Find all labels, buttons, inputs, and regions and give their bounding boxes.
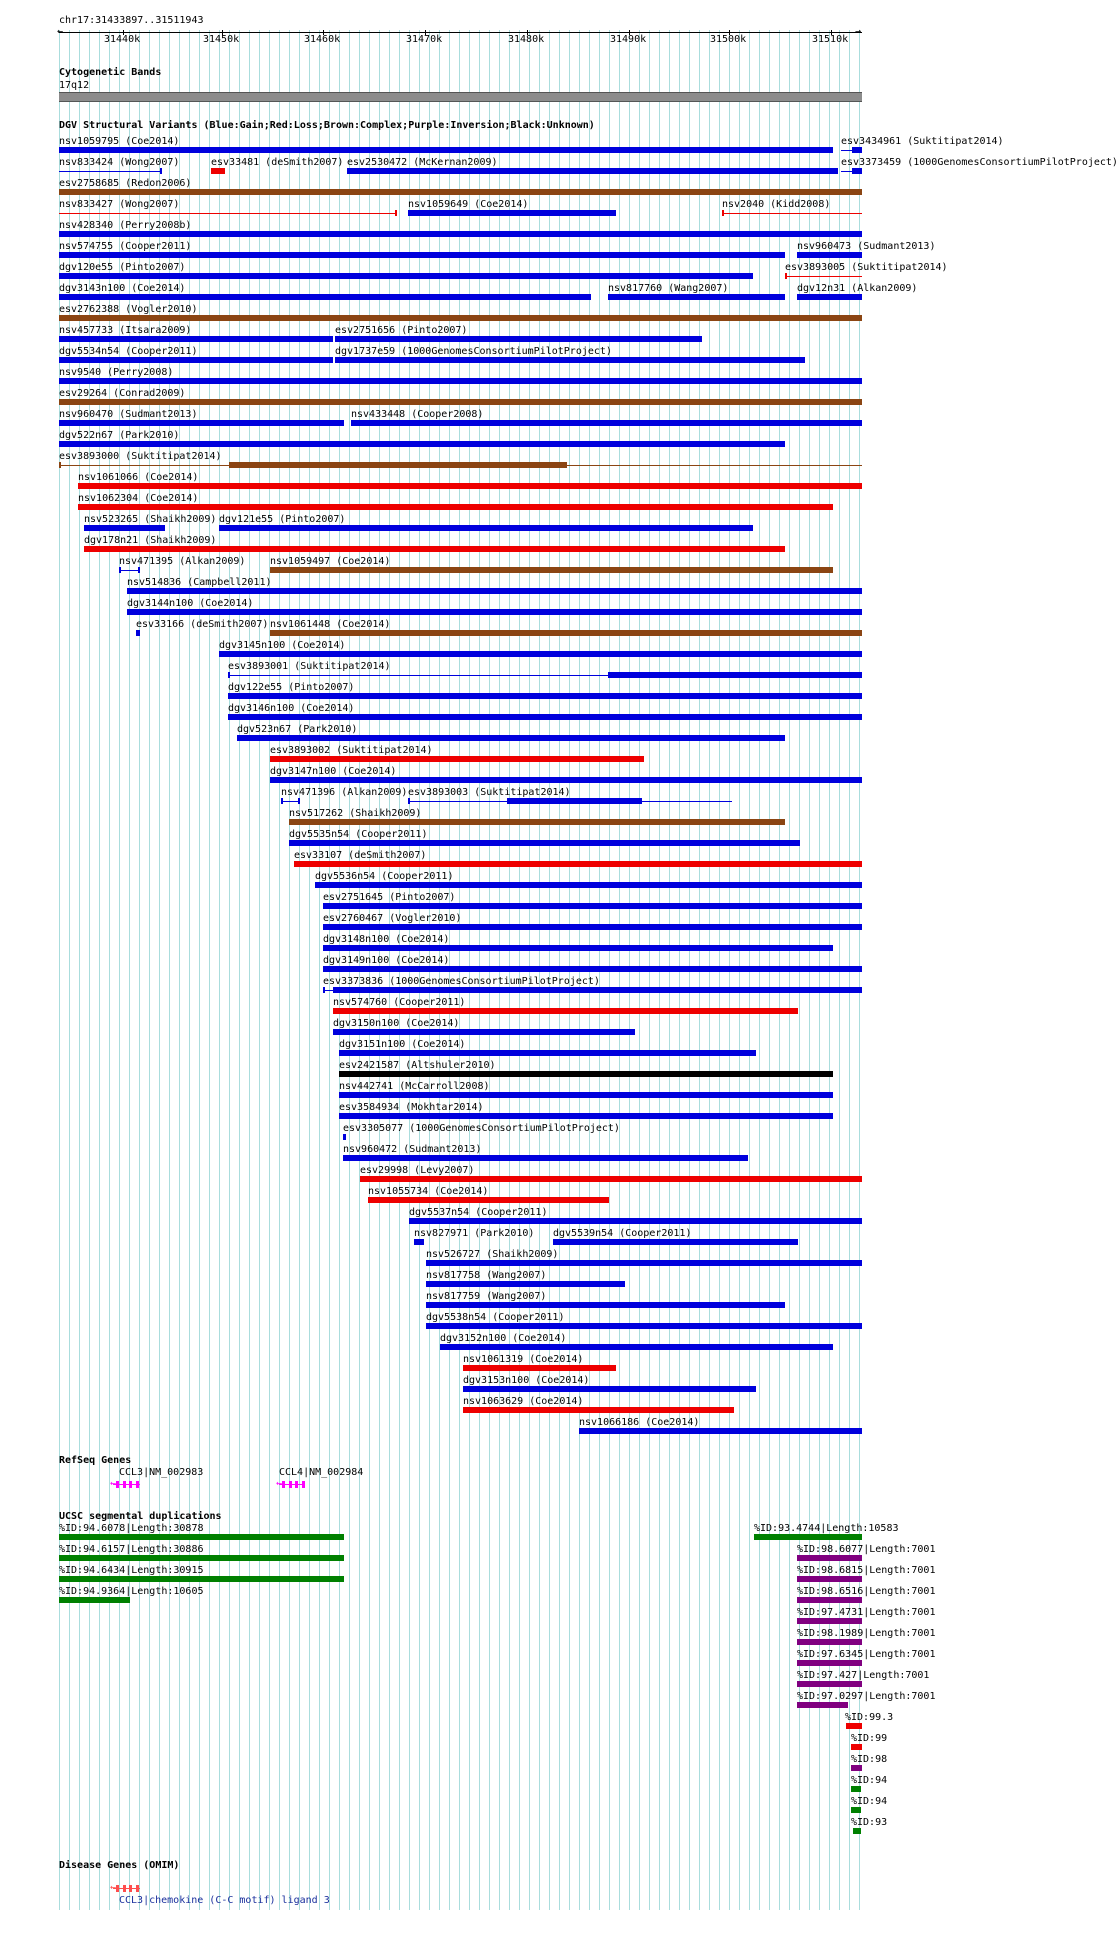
omim-strand-arrow: ← (110, 1882, 117, 1893)
segdup-label[interactable]: %ID:99.3 (845, 1712, 894, 1723)
variant-line[interactable] (119, 570, 140, 571)
refseq-gene-label[interactable]: CCL3|NM_002983 (119, 1467, 204, 1478)
segdup-bar[interactable] (846, 1723, 862, 1729)
segdup-label[interactable]: %ID:98 (851, 1754, 888, 1765)
variant-bar[interactable] (426, 1323, 862, 1329)
ruler-tick-label: 31450k (203, 34, 240, 45)
variant-label[interactable]: esv2762388 (Vogler2010) (59, 304, 198, 315)
segdup-bar[interactable] (59, 1576, 344, 1582)
variant-label[interactable]: dgv3146n100 (Coe2014) (228, 703, 355, 714)
variant-bar[interactable] (59, 315, 862, 321)
variant-label[interactable]: nsv1063629 (Coe2014) (463, 1396, 584, 1407)
ruler-tick-label: 31510k (812, 34, 849, 45)
refseq-exon[interactable] (295, 1481, 298, 1488)
variant-label[interactable]: dgv5537n54 (Cooper2011) (409, 1207, 548, 1218)
variant-label[interactable]: nsv457733 (Itsara2009) (59, 325, 192, 336)
variant-label[interactable]: nsv1062304 (Coe2014) (78, 493, 199, 504)
variant-bar[interactable] (343, 1155, 748, 1161)
variant-bar[interactable] (59, 252, 785, 258)
segdup-bar[interactable] (797, 1660, 862, 1666)
segdup-bar[interactable] (797, 1597, 862, 1603)
variant-bar[interactable] (507, 798, 642, 804)
variant-bar[interactable] (59, 147, 833, 153)
variant-bar[interactable] (360, 1176, 862, 1182)
segdup-bar[interactable] (797, 1576, 862, 1582)
variant-bar[interactable] (333, 1029, 635, 1035)
variant-label[interactable]: nsv960473 (Sudmant2013) (797, 241, 936, 252)
variant-bar[interactable] (270, 756, 644, 762)
variant-bar[interactable] (852, 168, 862, 174)
variant-label[interactable]: esv3584934 (Mokhtar2014) (339, 1102, 484, 1113)
ruler-axis (59, 32, 862, 33)
variant-cap[interactable] (298, 798, 300, 804)
variant-label[interactable]: dgv5536n54 (Cooper2011) (315, 871, 454, 882)
segdup-label[interactable]: %ID:94 (851, 1796, 888, 1807)
variant-label[interactable]: nsv1061066 (Coe2014) (78, 472, 199, 483)
variant-line[interactable] (722, 213, 862, 214)
refseq-exon[interactable] (136, 1481, 139, 1488)
variant-label[interactable]: esv2421587 (Altshuler2010) (339, 1060, 496, 1071)
refseq-gene-label[interactable]: CCL4|NM_002984 (279, 1467, 364, 1478)
segdup-label[interactable]: %ID:98.6077|Length:7001 (797, 1544, 936, 1555)
variant-label[interactable]: nsv1061448 (Coe2014) (270, 619, 391, 630)
variant-label[interactable]: esv2760467 (Vogler2010) (323, 913, 462, 924)
variant-bar[interactable] (136, 630, 140, 636)
variant-bar[interactable] (608, 294, 785, 300)
variant-label[interactable]: esv29998 (Levy2007) (360, 1165, 475, 1176)
variant-label[interactable]: nsv960470 (Sudmant2013) (59, 409, 198, 420)
segdup-bar[interactable] (797, 1639, 862, 1645)
variant-bar[interactable] (229, 462, 567, 468)
variant-label[interactable]: nsv514836 (Campbell2011) (127, 577, 272, 588)
segdup-bar[interactable] (851, 1765, 862, 1771)
variant-bar[interactable] (426, 1281, 625, 1287)
segdup-label[interactable]: %ID:98.1989|Length:7001 (797, 1628, 936, 1639)
segdup-bar[interactable] (797, 1702, 848, 1708)
variant-label[interactable]: nsv1061319 (Coe2014) (463, 1354, 584, 1365)
variant-label[interactable]: esv3893002 (Suktitipat2014) (270, 745, 433, 756)
segdup-label[interactable]: %ID:94.6157|Length:30886 (59, 1544, 204, 1555)
variant-label[interactable]: nsv433448 (Cooper2008) (351, 409, 484, 420)
variant-cap[interactable] (228, 672, 230, 678)
segdup-label[interactable]: %ID:97.427|Length:7001 (797, 1670, 930, 1681)
variant-bar[interactable] (127, 609, 862, 615)
variant-label[interactable]: dgv3145n100 (Coe2014) (219, 640, 346, 651)
variant-label[interactable]: esv3373836 (1000GenomesConsortiumPilotProject) (323, 976, 600, 987)
variant-bar[interactable] (219, 525, 753, 531)
ruler-tick-label: 31490k (610, 34, 647, 45)
segdup-bar[interactable] (797, 1555, 862, 1561)
variant-label[interactable]: dgv5535n54 (Cooper2011) (289, 829, 428, 840)
omim-exon[interactable] (116, 1885, 119, 1892)
variant-bar[interactable] (59, 336, 333, 342)
segdup-bar[interactable] (851, 1807, 861, 1813)
variant-label[interactable]: dgv3152n100 (Coe2014) (440, 1333, 567, 1344)
variant-bar[interactable] (323, 966, 862, 972)
segdup-label[interactable]: %ID:97.0297|Length:7001 (797, 1691, 936, 1702)
segdup-bar[interactable] (754, 1534, 862, 1540)
omim-exon[interactable] (123, 1885, 126, 1892)
variant-bar[interactable] (335, 357, 805, 363)
variant-bar[interactable] (463, 1407, 734, 1413)
variant-bar[interactable] (797, 294, 862, 300)
variant-bar[interactable] (289, 840, 800, 846)
variant-bar[interactable] (59, 399, 862, 405)
variant-bar[interactable] (323, 945, 833, 951)
variant-line[interactable] (785, 276, 862, 277)
variant-bar[interactable] (409, 1218, 862, 1224)
variant-label[interactable]: nsv833424 (Wong2007) (59, 157, 180, 168)
variant-bar[interactable] (59, 441, 785, 447)
segdup-label[interactable]: %ID:99 (851, 1733, 888, 1744)
variant-bar[interactable] (335, 336, 702, 342)
segdup-label[interactable]: %ID:98.6516|Length:7001 (797, 1586, 936, 1597)
variant-label[interactable]: nsv574755 (Cooper2011) (59, 241, 192, 252)
variant-label[interactable]: nsv1055734 (Coe2014) (368, 1186, 489, 1197)
variant-label[interactable]: esv33107 (deSmith2007) (294, 850, 427, 861)
variant-bar[interactable] (84, 546, 785, 552)
ruler-tick-label: 31500k (710, 34, 747, 45)
variant-label[interactable]: esv3373459 (1000GenomesConsortiumPilotProject) (841, 157, 1118, 168)
variant-label[interactable]: nsv2040 (Kidd2008) (722, 199, 831, 210)
variant-cap[interactable] (59, 462, 61, 468)
refseq-strand-arrow: ← (110, 1478, 117, 1489)
variant-bar[interactable] (368, 1197, 609, 1203)
variant-label[interactable]: esv3893001 (Suktitipat2014) (228, 661, 391, 672)
segdup-label[interactable]: %ID:97.4731|Length:7001 (797, 1607, 936, 1618)
variant-bar[interactable] (339, 1092, 833, 1098)
variant-bar[interactable] (228, 693, 862, 699)
variant-bar[interactable] (59, 420, 344, 426)
segdup-bar[interactable] (851, 1786, 861, 1792)
variant-label[interactable]: esv2751656 (Pinto2007) (335, 325, 468, 336)
variant-bar[interactable] (315, 882, 862, 888)
variant-label[interactable]: nsv817760 (Wang2007) (608, 283, 729, 294)
variant-label[interactable]: esv33166 (deSmith2007) (136, 619, 269, 630)
variant-bar[interactable] (78, 504, 833, 510)
variant-bar[interactable] (852, 147, 862, 153)
variant-bar[interactable] (59, 231, 862, 237)
variant-label[interactable]: nsv960472 (Sudmant2013) (343, 1144, 482, 1155)
variant-label[interactable]: esv33481 (deSmith2007) (211, 157, 344, 168)
variant-label[interactable]: nsv1059649 (Coe2014) (408, 199, 529, 210)
variant-bar[interactable] (84, 525, 165, 531)
variant-label[interactable]: nsv471396 (Alkan2009) (281, 787, 408, 798)
dgv-track-title: DGV Structural Variants (Blue:Gain;Red:Loss;Brown:Complex;Purple:Inversion;Black:Unknown) (59, 120, 595, 131)
variant-bar[interactable] (219, 651, 862, 657)
variant-bar[interactable] (211, 168, 225, 174)
refseq-strand-arrow: ← (276, 1478, 283, 1489)
variant-bar[interactable] (426, 1302, 785, 1308)
variant-bar[interactable] (59, 294, 591, 300)
variant-bar[interactable] (59, 357, 333, 363)
variant-bar[interactable] (339, 1113, 833, 1119)
refseq-exon[interactable] (129, 1481, 132, 1488)
variant-label[interactable]: nsv523265 (Shaikh2009) (84, 514, 217, 525)
variant-label[interactable]: nsv428340 (Perry2008b) (59, 220, 192, 231)
variant-label[interactable]: dgv3147n100 (Coe2014) (270, 766, 397, 777)
variant-bar[interactable] (343, 1134, 346, 1140)
variant-label[interactable]: nsv9540 (Perry2008) (59, 367, 174, 378)
variant-bar[interactable] (426, 1260, 862, 1266)
variant-bar[interactable] (237, 735, 785, 741)
variant-bar[interactable] (323, 924, 862, 930)
variant-bar[interactable] (333, 987, 862, 993)
variant-label[interactable]: dgv3148n100 (Coe2014) (323, 934, 450, 945)
variant-bar[interactable] (608, 672, 862, 678)
segdup-track-title: UCSC segmental duplications (59, 1511, 222, 1522)
segdup-label[interactable]: %ID:94.6078|Length:30878 (59, 1523, 204, 1534)
variant-label[interactable]: dgv120e55 (Pinto2007) (59, 262, 186, 273)
variant-label[interactable]: nsv817758 (Wang2007) (426, 1270, 547, 1281)
variant-cap[interactable] (281, 798, 283, 804)
variant-label[interactable]: nsv471395 (Alkan2009) (119, 556, 246, 567)
variant-label[interactable]: esv29264 (Conrad2009) (59, 388, 186, 399)
variant-cap[interactable] (138, 567, 140, 573)
refseq-exon[interactable] (289, 1481, 292, 1488)
variant-bar[interactable] (339, 1071, 833, 1077)
ruler-tick-label: 31470k (406, 34, 443, 45)
segdup-bar[interactable] (59, 1534, 344, 1540)
variant-label[interactable]: dgv178n21 (Shaikh2009) (84, 535, 217, 546)
variant-bar[interactable] (270, 777, 862, 783)
variant-label[interactable]: dgv523n67 (Park2010) (237, 724, 358, 735)
variant-label[interactable]: esv3434961 (Suktitipat2014) (841, 136, 1004, 147)
variant-bar[interactable] (228, 714, 862, 720)
variant-label[interactable]: dgv3153n100 (Coe2014) (463, 1375, 590, 1386)
segdup-label[interactable]: %ID:94.6434|Length:30915 (59, 1565, 204, 1576)
variant-label[interactable]: nsv442741 (McCarroll2008) (339, 1081, 490, 1092)
variant-cap[interactable] (408, 798, 410, 804)
variant-bar[interactable] (414, 1239, 424, 1245)
variant-label[interactable]: dgv3144n100 (Coe2014) (127, 598, 254, 609)
variant-cap[interactable] (395, 210, 397, 216)
variant-bar[interactable] (333, 1008, 798, 1014)
variant-label[interactable]: dgv122e55 (Pinto2007) (228, 682, 355, 693)
segdup-label[interactable]: %ID:93.4744|Length:10583 (754, 1523, 899, 1534)
variant-label[interactable]: esv3305077 (1000GenomesConsortiumPilotProject) (343, 1123, 620, 1134)
variant-label[interactable]: nsv517262 (Shaikh2009) (289, 808, 422, 819)
variant-label[interactable]: dgv3149n100 (Coe2014) (323, 955, 450, 966)
variant-line[interactable] (59, 213, 397, 214)
variant-bar[interactable] (270, 630, 862, 636)
segdup-bar[interactable] (59, 1555, 344, 1561)
refseq-exon[interactable] (302, 1481, 305, 1488)
variant-bar[interactable] (78, 483, 862, 489)
segdup-bar[interactable] (59, 1597, 130, 1603)
variant-label[interactable]: dgv5534n54 (Cooper2011) (59, 346, 198, 357)
variant-bar[interactable] (59, 189, 862, 195)
variant-label[interactable]: dgv12n31 (Alkan2009) (797, 283, 918, 294)
cytoband-bar[interactable] (59, 92, 862, 102)
variant-label[interactable]: esv2758685 (Redon2006) (59, 178, 192, 189)
variant-label[interactable]: esv3893005 (Suktitipat2014) (785, 262, 948, 273)
variant-cap[interactable] (785, 273, 787, 279)
variant-label[interactable]: nsv833427 (Wong2007) (59, 199, 180, 210)
segdup-bar[interactable] (853, 1828, 861, 1834)
variant-bar[interactable] (463, 1365, 616, 1371)
refseq-track-title: RefSeq Genes (59, 1455, 132, 1466)
variant-label[interactable]: nsv1059497 (Coe2014) (270, 556, 391, 567)
position-label: chr17:31433897..31511943 (59, 15, 204, 26)
variant-cap[interactable] (119, 567, 121, 573)
variant-label[interactable]: esv3893000 (Suktitipat2014) (59, 451, 222, 462)
segdup-bar[interactable] (851, 1744, 862, 1750)
variant-bar[interactable] (289, 819, 785, 825)
variant-label[interactable]: nsv1059795 (Coe2014) (59, 136, 180, 147)
segdup-label[interactable]: %ID:94.9364|Length:10605 (59, 1586, 204, 1597)
variant-bar[interactable] (339, 1050, 756, 1056)
segdup-label[interactable]: %ID:98.6815|Length:7001 (797, 1565, 936, 1576)
variant-bar[interactable] (440, 1344, 833, 1350)
variant-bar[interactable] (797, 252, 862, 258)
ruler-arrow-left: ← (57, 26, 64, 37)
variant-label[interactable]: dgv3150n100 (Coe2014) (333, 1018, 460, 1029)
variant-label[interactable]: nsv526727 (Shaikh2009) (426, 1249, 559, 1260)
cytoband-label: 17q12 (59, 80, 90, 91)
refseq-exon[interactable] (282, 1481, 285, 1488)
segdup-label[interactable]: %ID:94 (851, 1775, 888, 1786)
segdup-label[interactable]: %ID:93 (851, 1817, 888, 1828)
variant-label[interactable]: nsv574760 (Cooper2011) (333, 997, 466, 1008)
variant-label[interactable]: esv3893003 (Suktitipat2014) (408, 787, 571, 798)
variant-bar[interactable] (351, 420, 862, 426)
variant-bar[interactable] (347, 168, 838, 174)
variant-label[interactable]: dgv522n67 (Park2010) (59, 430, 180, 441)
variant-label[interactable]: esv2530472 (McKernan2009) (347, 157, 498, 168)
variant-line[interactable] (59, 171, 162, 172)
variant-bar[interactable] (408, 210, 616, 216)
omim-exon[interactable] (136, 1885, 139, 1892)
variant-cap[interactable] (323, 987, 325, 993)
variant-cap[interactable] (722, 210, 724, 216)
segdup-bar[interactable] (797, 1618, 862, 1624)
variant-bar[interactable] (463, 1386, 756, 1392)
refseq-exon[interactable] (123, 1481, 126, 1488)
ruler-arrow-right: → (855, 26, 862, 37)
variant-label[interactable]: dgv5539n54 (Cooper2011) (553, 1228, 692, 1239)
cytoband-track-title: Cytogenetic Bands (59, 67, 162, 78)
refseq-exon[interactable] (116, 1481, 119, 1488)
variant-label[interactable]: dgv3151n100 (Coe2014) (339, 1039, 466, 1050)
variant-bar[interactable] (294, 861, 862, 867)
variant-bar[interactable] (59, 273, 753, 279)
variant-label[interactable]: dgv5538n54 (Cooper2011) (426, 1312, 565, 1323)
variant-label[interactable]: dgv1737e59 (1000GenomesConsortiumPilotProject) (335, 346, 612, 357)
omim-track-title: Disease Genes (OMIM) (59, 1860, 180, 1871)
variant-bar[interactable] (553, 1239, 798, 1245)
omim-gene-label[interactable]: CCL3|chemokine (C-C motif) ligand 3 (119, 1895, 330, 1906)
variant-bar[interactable] (127, 588, 862, 594)
ruler-tick-label: 31460k (304, 34, 341, 45)
variant-bar[interactable] (270, 567, 833, 573)
omim-exon[interactable] (129, 1885, 132, 1892)
ruler-tick-label: 31440k (104, 34, 141, 45)
variant-bar[interactable] (59, 378, 862, 384)
variant-label[interactable]: dgv3143n100 (Coe2014) (59, 283, 186, 294)
variant-bar[interactable] (323, 903, 862, 909)
variant-label[interactable]: nsv817759 (Wang2007) (426, 1291, 547, 1302)
variant-label[interactable]: nsv1066186 (Coe2014) (579, 1417, 700, 1428)
variant-label[interactable]: esv2751645 (Pinto2007) (323, 892, 456, 903)
ruler-tick-label: 31480k (508, 34, 545, 45)
segdup-label[interactable]: %ID:97.6345|Length:7001 (797, 1649, 936, 1660)
variant-label[interactable]: nsv827971 (Park2010) (414, 1228, 535, 1239)
variant-label[interactable]: dgv121e55 (Pinto2007) (219, 514, 346, 525)
variant-bar[interactable] (579, 1428, 862, 1434)
variant-cap[interactable] (160, 168, 162, 174)
segdup-bar[interactable] (797, 1681, 862, 1687)
